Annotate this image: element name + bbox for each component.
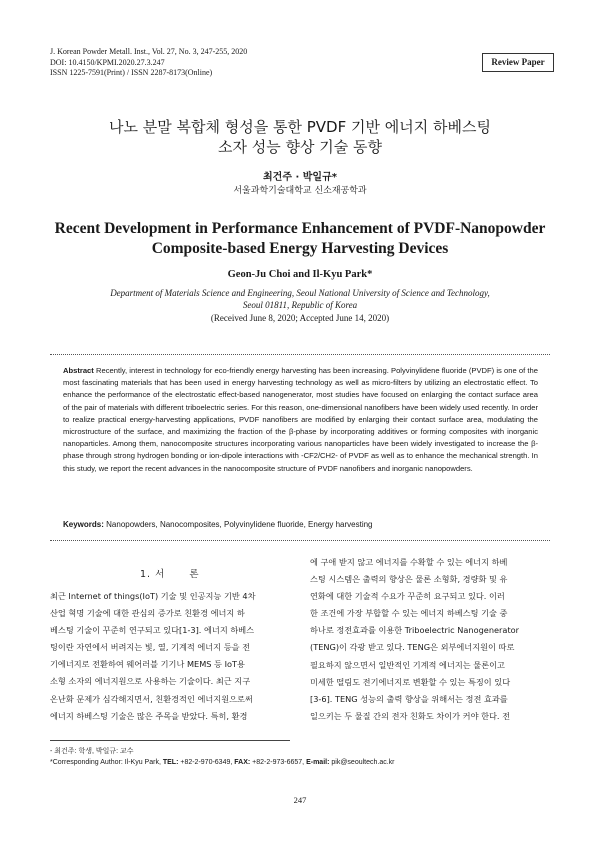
abstract — [63, 365, 538, 475]
received-dates: (Received June 8, 2020; Accepted June 14, 2020) — [210, 313, 390, 323]
korean-authors: 최건주 · 박일규* — [263, 172, 337, 183]
english-title-line-1: Recent Development in Performance Enhancement of PVDF-Nanopowder — [54, 220, 546, 237]
body-line: 일으키는 두 물질 간의 전자 친화도 차이가 커야 한다. 전 — [310, 710, 511, 721]
keywords — [63, 520, 538, 529]
page-number: 247 — [293, 795, 307, 805]
abstract-top-divider — [50, 354, 550, 355]
journal-issn: ISSN 1225-7591(Print) / ISSN 2287-8173(Online) — [50, 68, 213, 77]
footnote-corresponding-author — [50, 757, 395, 768]
right-body-column — [310, 554, 555, 725]
body-line: 산업 혁명 기술에 대한 관심의 증가로 친환경 에너지 하 — [50, 608, 245, 619]
korean-affiliation: 서울과학기술대학교 신소재공학과 — [233, 186, 367, 196]
section-heading-introduction: 1. 서 론 — [140, 569, 200, 580]
english-affiliation-line-1: Department of Materials Science and Engineering, Seoul National University of Science and Technology, — [110, 288, 490, 298]
footnote — [50, 746, 395, 768]
left-body-column — [50, 588, 290, 725]
abstract-label: Abstract — [63, 366, 94, 375]
tel-label: TEL: — [162, 759, 179, 766]
tel-value: +82-2-970-6349, — [178, 759, 235, 766]
fax-label: FAX: — [234, 759, 251, 766]
body-line: 에 구애 받지 않고 에너지를 수확할 수 있는 에너지 하베 — [310, 557, 508, 567]
journal-info — [50, 47, 247, 79]
footnote-divider — [50, 740, 290, 741]
keywords-label: Keywords: — [63, 520, 104, 529]
body-line: 팅이란 자연에서 버려지는 빛, 열, 기계적 에너지 등을 전 — [50, 642, 251, 653]
body-line: [3-6]. TENG 성능의 출력 향상을 위해서는 정전 효과를 — [310, 693, 508, 704]
body-line: 온난화 문제가 심각해지면서, 친환경적인 에너지원으로써 — [50, 693, 253, 704]
footnote-author-roles: - 최건주: 학생, 박일규: 교수 — [50, 748, 134, 755]
body-line: 필요하지 않으면서 일반적인 기계적 에너지는 물론이고 — [310, 659, 505, 670]
english-authors: Geon-Ju Choi and Il-Kyu Park* — [227, 269, 373, 280]
email-value: pik@seoultech.ac.kr — [329, 759, 395, 766]
body-line: 하나로 정전효과를 이용한 Triboelectric Nanogenerator — [310, 625, 520, 636]
body-line: 한 조건에 가장 부합할 수 있는 에너지 하베스팅 기술 중 — [310, 608, 508, 619]
corresponding-author-text: *Corresponding Author: Il-Kyu Park, — [50, 759, 163, 766]
english-affiliation — [0, 287, 600, 311]
korean-title-line-2: 소자 성능 향상 기술 동향 — [218, 138, 382, 156]
english-title-line-2: Composite-based Energy Harvesting Devices — [151, 240, 449, 257]
fax-value: +82-2-973-6657, — [250, 759, 307, 766]
journal-citation: J. Korean Powder Metall. Inst., Vol. 27, No. 3, 247-255, 2020 — [50, 47, 248, 56]
body-line: 스팅 시스템은 출력의 향상은 물론 소형화, 경량화 및 유 — [310, 574, 508, 585]
body-line: 에너지 하베스팅 기술은 많은 주목을 받았다. 특히, 환경 — [50, 710, 248, 721]
body-line: (TENG)이 각광 받고 있다. TENG은 외부에너지원이 따로 — [310, 642, 515, 653]
body-line: 미세한 떨림도 전기에너지로 변환할 수 있는 특징이 있다 — [310, 676, 511, 687]
abstract-text: Recently, interest in technology for eco-friendly energy harvesting has been increasing. Polyvinylidene fluoride (PVDF) is one of the most fascinating materials that has been used in energy harvesting technology as well as micro-filters by utilizing an electrostatic effect. To enhance the performance of the electrostatic effect-based nanogenerator, most studies have focused on enlarging the contact surface area of the pair of materials with different triboelectric series. For this reason, one-dimensional nanofibers have been widely used recently. In order to realize practical energy-harvesting applications, PVDF nanofibers are modified by enlarging their contact surface area, modulating the microstructure of the surface, and maximizing the fraction of the β-phase by incorporating additives or forming composites with inorganic nanoparticles. Among them, nanocomposite structures incorporating various nanoparticles have been widely investigated to increase the β-phase through strong hydrogen bonding or ion-dipole interactions with -CF2/CH2- of PVDF as well as to enhance the mechanical strength. In this study, we report the recent advances in the nanocomposite structure of PVDF nanofibers and inorganic nanopowders. — [63, 366, 538, 473]
keywords-bottom-divider — [50, 540, 550, 541]
article-type-badge: Review Paper — [482, 53, 554, 72]
body-line: 소형 소자의 에너지원으로 사용하는 기술이다. 최근 지구 — [50, 676, 251, 687]
email-label: E-mail: — [306, 759, 330, 766]
korean-title — [0, 117, 600, 157]
keywords-text: Nanopowders, Nanocomposites, Polyvinylidene fluoride, Energy harvesting — [106, 520, 373, 529]
body-line: 연화에 대한 기술적 수요가 꾸준히 요구되고 있다. 이러 — [310, 591, 505, 602]
body-line: 최근 Internet of things(IoT) 기술 및 인공지능 기반 4차 — [50, 591, 256, 601]
english-affiliation-line-2: Seoul 01811, Republic of Korea — [242, 300, 358, 310]
journal-doi: DOI: 10.4150/KPMI.2020.27.3.247 — [50, 57, 165, 67]
body-line: 기에너지로 전환하여 웨어러블 기기나 MEMS 등 IoT용 — [50, 659, 245, 670]
korean-title-line-1: 나노 분말 복합체 형성을 통한 PVDF 기반 에너지 하베스팅 — [109, 118, 491, 136]
english-title — [0, 219, 600, 259]
body-line: 베스팅 기술이 꾸준히 연구되고 있다[1-3]. 에너지 하베스 — [50, 625, 255, 636]
